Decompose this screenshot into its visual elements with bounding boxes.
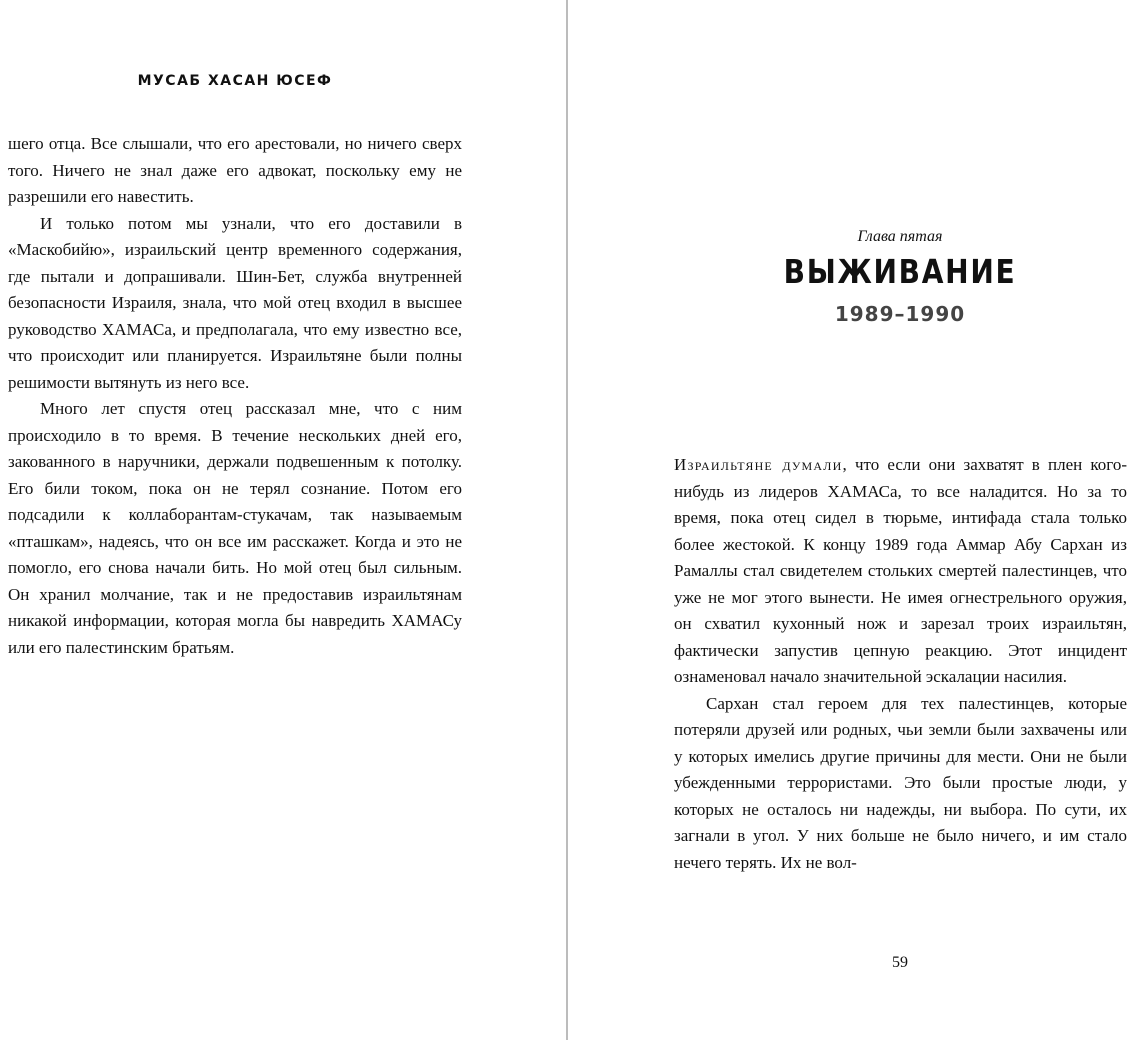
right-page [568,0,1140,1040]
chapter-label: Глава пятая [857,228,943,245]
left-page-body [8,131,462,661]
right-page-body [674,452,1127,876]
paragraph: И только потом мы узнали, что его доставили в «Маскобийю», израильский центр временного содержания, где пытали и допрашивали. Шин-Бет, служба внутренней безопасности Израиля, знала, что мой отец входил в высшее руководство ХАМАСа, и предполагала, что ему известно все, что происходит или планируется. Израильтяне были полны решимости вытянуть из него все. [8,213,462,392]
running-head: МУСАБ ХАСАН ЮСЕФ [137,73,333,89]
paragraph: Сархан стал героем для тех палестинцев, которые потеряли друзей или родных, чьи земли были захвачены или у которых имелись другие причины для мести. Они не были убежденными террористами. Это были простые люди, у которых не осталось ни надежды, ни выбора. По сути, их загнали в угол. У них больше не было ничего, и им стало нечего терять. Их не вол- [674,693,1127,872]
paragraph: шего отца. Все слышали, что его арестовали, но ничего сверх того. Ничего не знал даже его адвокат, поскольку ему не разрешили его навестить. [8,134,462,206]
paragraph-text: , что если они захватят в плен кого-нибудь из лидеров ХАМАСа, то все наладится. Но за то время, пока отец сидел в тюрьме, интифада стала только более жестокой. К концу 1989 года Аммар Абу Сархан из Рамаллы стал свидетелем стольких смертей палестинцев, что уже не мог этого вынести. Не имея огнестрельного оружия, он схватил кухонный нож и зарезал троих израильтян, фактически запустив цепную реакцию. Этот инцидент ознаменовал начало значительной эскалации насилия. [674,455,1128,686]
paragraph: Много лет спустя отец рассказал мне, что с ним происходило в то время. В течение нескольких дней его, закованного в наручники, держали подвешенным к потолку. Его били током, пока он не терял сознание. Потом его подсадили к коллаборантам-стукачам, так называемым «пташкам», надеясь, что он все им расскажет. Когда и это не помогло, его снова начали бить. Но мой отец был сильным. Он хранил молчание, так и не предоставив израильтянам никакой информации, которая могла бы навредить ХАМАСу или его палестинским братьям. [8,399,462,657]
left-page [0,0,566,1040]
page-number: 59 [892,954,908,971]
chapter-years: 1989–1990 [834,302,966,326]
chapter-title: ВЫЖИВАНИЕ [783,252,1017,291]
lead-in-smallcaps: Израильтяне думали [674,455,843,474]
paragraph [674,452,1127,691]
